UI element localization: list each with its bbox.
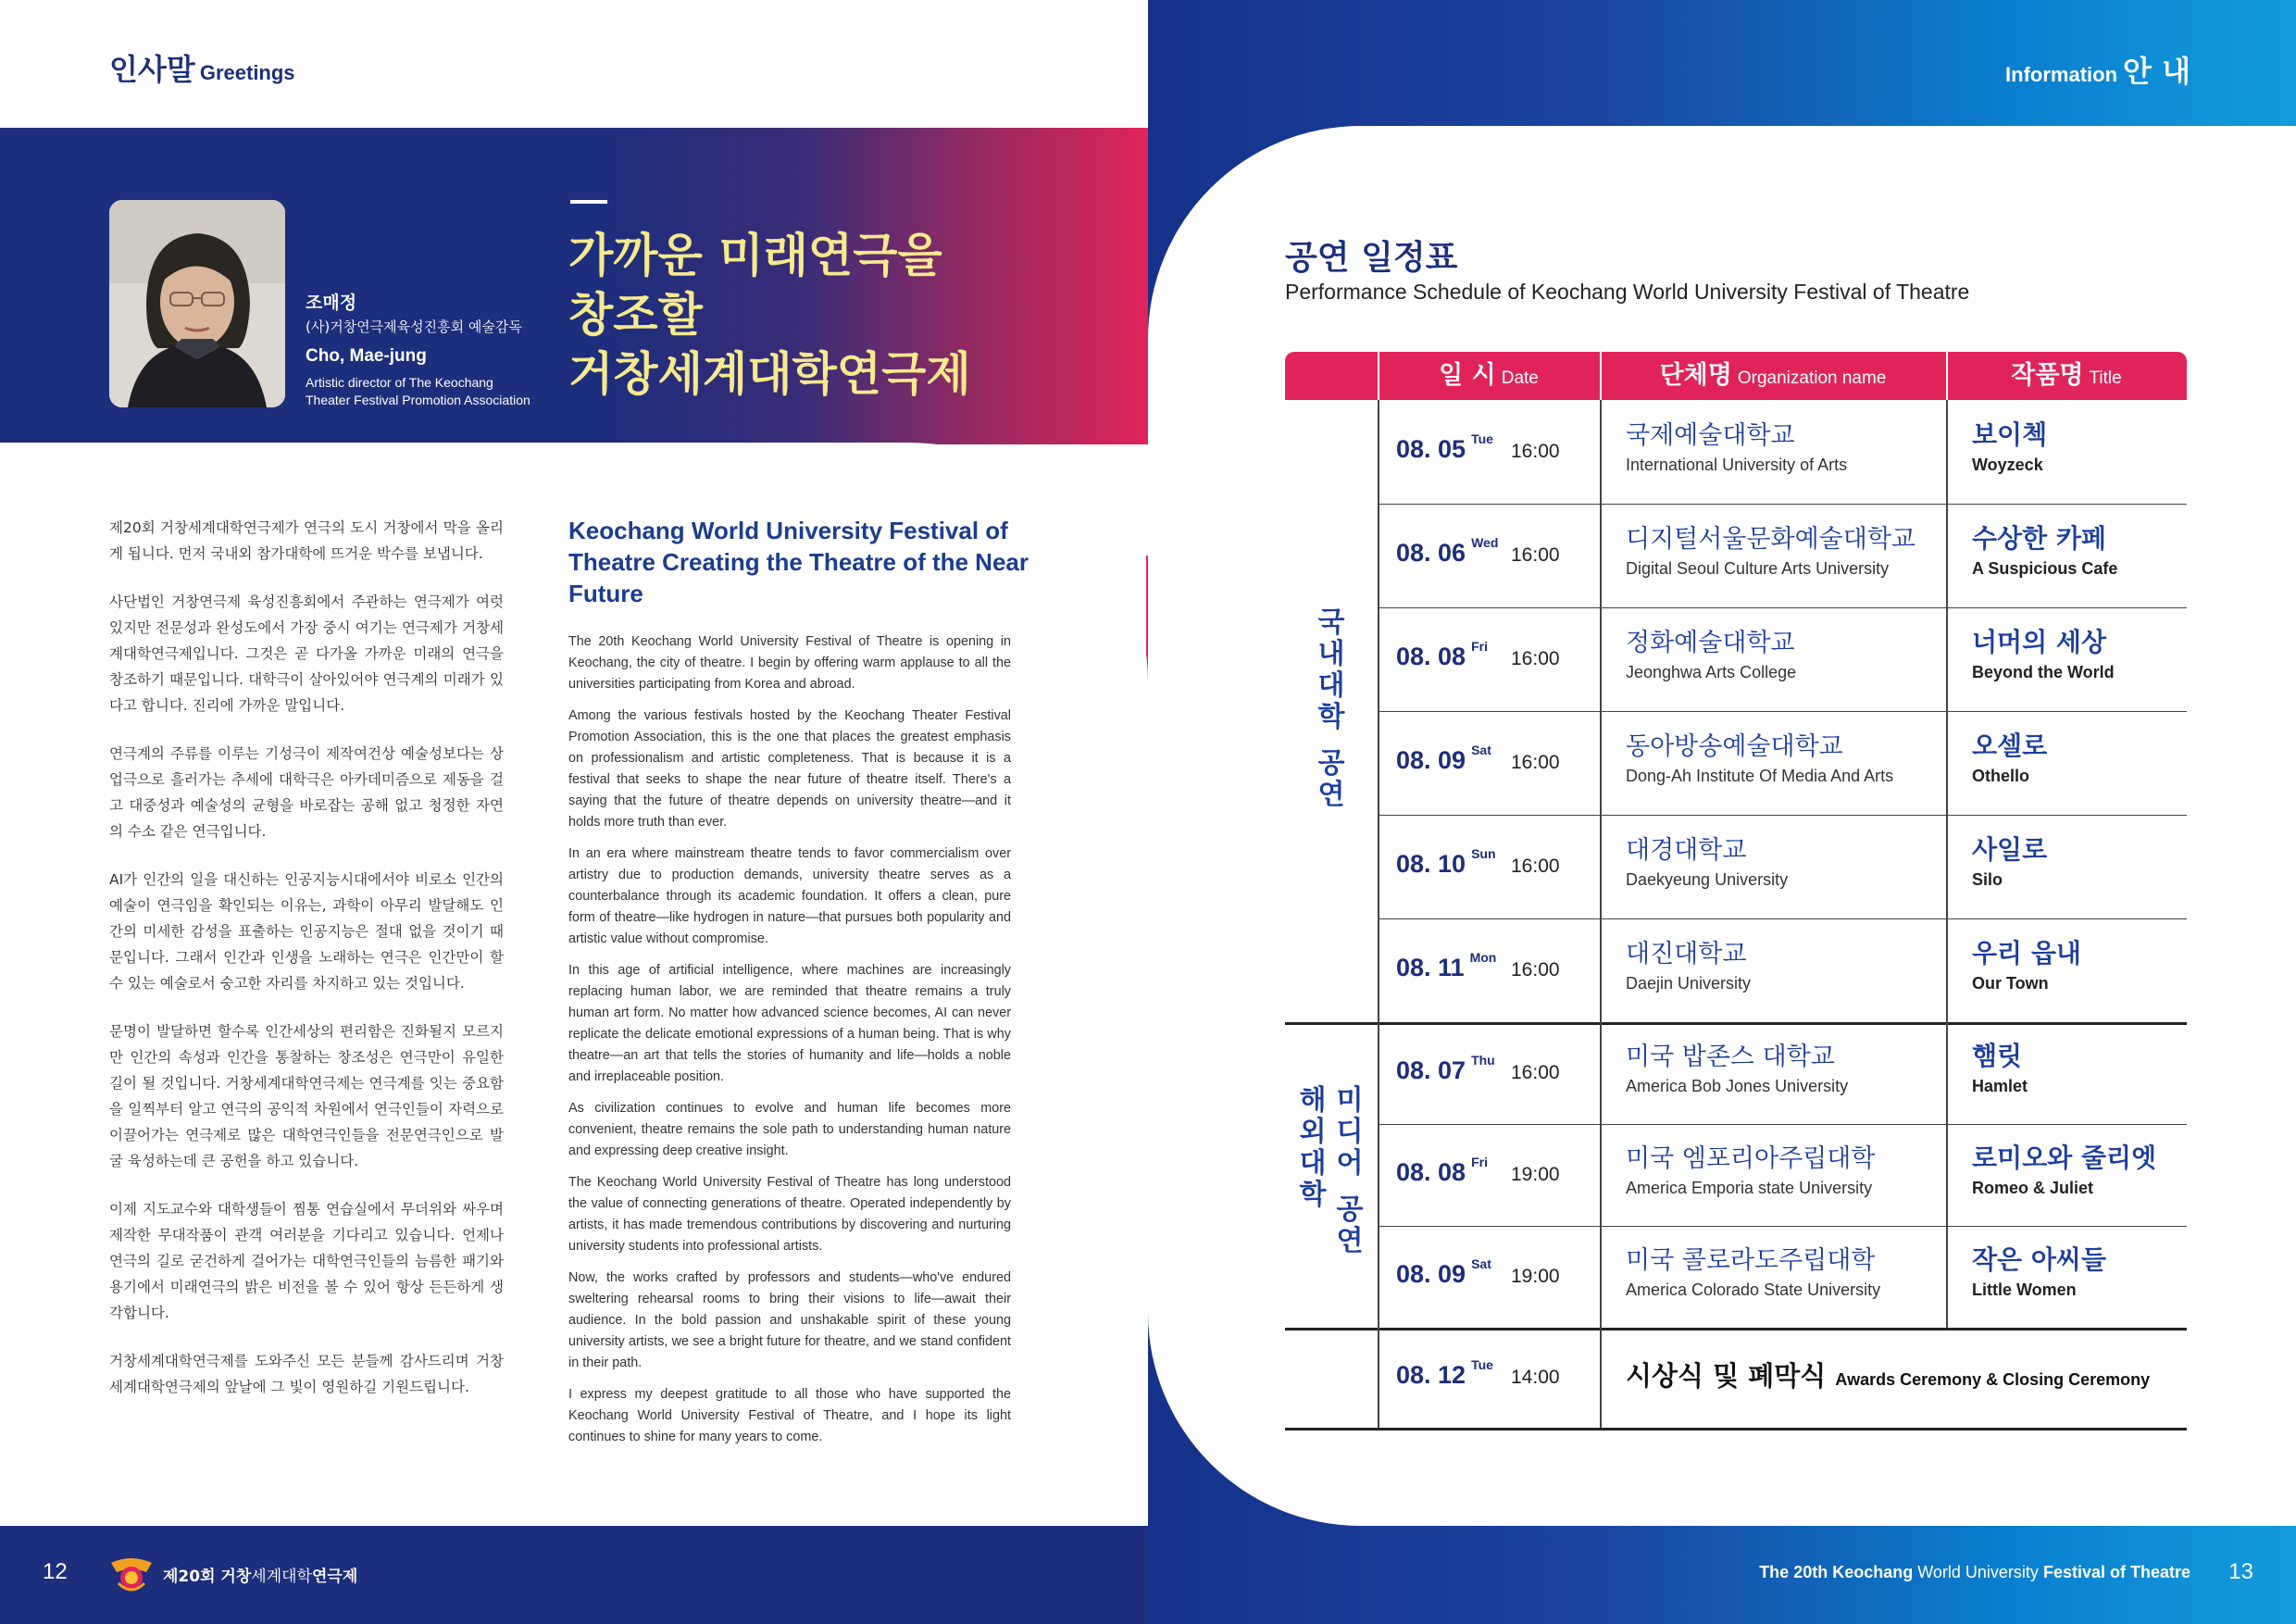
row-date: 08. 12 $^{Tue}$ <box>1396 1357 1493 1389</box>
schedule-title-ko: 공연 일정표 <box>1285 239 1458 277</box>
row-title-ko: 오셀로 <box>1972 731 2048 761</box>
paragraph-ko: 이제 지도교수와 대학생들이 찜통 연습실에서 무더위와 싸우며 제작한 무대작품이 관객 여러분을 기다리고 있습니다. 언제나 연극의 길로 굳건하게 걸어가는 대학연극인들의 늠름한 패기와 용기에서 미래연극의 밝은 비전을 볼 수 있어 항상 든든하게 생각합니다. <box>109 1201 504 1321</box>
paragraph-en: Among the various festivals hosted by the Keochang Theater Festival Promotion Association, this is the one that places the greatest emphasis on professionalism and artistic completeness. That is because it is a festival that seeks to shape the near future of theatre itself. There's a saying that the future of theatre depends on university theatre—and it holds more truth than ever. <box>568 708 1011 830</box>
group-label-char: 연 <box>1317 779 1345 811</box>
row-org-ko: 미국 콜로라도주립대학 <box>1626 1246 1876 1275</box>
footer-en-part-a: The 20th Keochang <box>1759 1563 1914 1581</box>
row-title-ko: 로미오와 줄리엣 <box>1972 1143 2157 1173</box>
paragraph-ko: 거창세계대학연극제를 도와주신 모든 분들께 감사드리며 거창세계대학연극제의 앞날에 그 빛이 영원하길 기원드립니다. <box>109 1353 504 1395</box>
row-org-en: America Colorado State University <box>1626 1280 1881 1299</box>
row-title-en: Silo <box>1972 870 2003 889</box>
person-org-en-line2: Theater Festival Promotion Association <box>306 393 530 407</box>
row-time: 16:00 <box>1511 959 1560 981</box>
person-org-en <box>306 374 546 409</box>
section-title-ko: 안 내 <box>2123 54 2190 89</box>
footer-festival-part-b: 세계대학 <box>251 1568 312 1586</box>
row-time: 19:00 <box>1511 1266 1560 1287</box>
footer-en-part-c: Festival of Theatre <box>2042 1563 2190 1581</box>
row-time: 19:00 <box>1511 1164 1560 1185</box>
column-divider <box>1946 400 1948 1328</box>
row-day: Fri <box>1471 1155 1488 1169</box>
row-date: 08. 10 $^{Sun}$ <box>1396 846 1496 878</box>
row-day: Tue <box>1471 431 1493 446</box>
group-label-char: 공 <box>1317 747 1345 780</box>
closing-title-en: Awards Ceremony & Closing Ceremony <box>1835 1370 2151 1389</box>
header-organization <box>1600 352 1946 400</box>
schedule-row <box>1378 400 2187 505</box>
schedule-title-en: Performance Schedule of Keochang World University Festival of Theatre <box>1285 280 1970 304</box>
section-title-ko: 인사말 <box>109 52 195 87</box>
group-label-overseas <box>1294 1085 1331 1211</box>
schedule-row <box>1378 815 2187 919</box>
footer-festival-name <box>163 1563 357 1586</box>
row-date: 08. 05 $^{Tue}$ <box>1396 431 1493 463</box>
row-day: Thu <box>1471 1053 1495 1068</box>
row-time: 16:00 <box>1511 856 1560 877</box>
row-day: Tue <box>1471 1357 1493 1372</box>
group-label-char <box>1313 733 1350 748</box>
person-name-ko: 조매정 <box>306 293 357 313</box>
schedule-row <box>1378 918 2187 1025</box>
group-label-char: 대 <box>1317 669 1345 702</box>
paragraph-en: As civilization continues to evolve and human life becomes more convenient, theatre remains the sole path to understanding human nature and expressing deep creative insight. <box>568 1101 1011 1158</box>
schedule-row <box>1378 504 2187 608</box>
row-org-en: Jeonghwa Arts College <box>1626 663 1797 681</box>
row-org-en: Daejin University <box>1626 974 1752 993</box>
schedule-row <box>1378 711 2187 816</box>
row-title-ko: 햄릿 <box>1972 1041 2023 1071</box>
row-day: Sat <box>1471 743 1491 757</box>
group-label-char: 연 <box>1336 1225 1364 1257</box>
header-org-en: Organization name <box>1737 369 1887 388</box>
group-label-char <box>1331 1180 1368 1194</box>
row-title-en: Romeo & Juliet <box>1972 1179 2094 1197</box>
row-org-en: International University of Arts <box>1626 456 1848 474</box>
row-title-en: Woyzeck <box>1972 456 2043 474</box>
row-time: 16:00 <box>1511 441 1560 462</box>
group-label-char: 공 <box>1336 1193 1364 1226</box>
row-date: 08. 07 $^{Thu}$ <box>1396 1053 1495 1084</box>
row-org-ko: 미국 엠포리아주립대학 <box>1626 1144 1876 1173</box>
row-title-en: Beyond the World <box>1972 663 2115 681</box>
page-number-left: 12 <box>43 1559 68 1584</box>
row-org-ko: 대경대학교 <box>1626 836 1747 865</box>
row-org-en: America Emporia state University <box>1626 1179 1873 1197</box>
group-column-line <box>1285 1428 1378 1430</box>
paragraph-en: In an era where mainstream theatre tends to favor commercialism over artistry due to production demands, university theatre serves as a counterbalance through its academic foundation. It offers a clean, pure form of theatre—like hydrogen in nature—that pursues both popularity and artistic value without compromise. <box>568 846 1011 946</box>
row-title-ko: 수상한 카페 <box>1972 523 2106 554</box>
headline-line-1: 가까운 미래연극을 <box>568 229 942 282</box>
group-label-char: 학 <box>1299 1179 1327 1211</box>
group-label-char: 외 <box>1299 1116 1327 1148</box>
row-date: 08. 09 $^{Sat}$ <box>1396 1256 1491 1288</box>
person-org-en-line1: Artistic director of The Keochang <box>306 375 493 390</box>
group-label-domestic <box>1313 607 1350 811</box>
row-day: Mon <box>1469 950 1497 965</box>
group-label-media <box>1331 1085 1368 1257</box>
row-title-en: Othello <box>1972 767 2029 785</box>
header-title-en: Title <box>2089 369 2122 388</box>
paragraph-ko: AI가 인간의 일을 대신하는 인공지능시대에서야 비로소 인간의 예술이 연극임을 확인되는 이유는, 과학이 아무리 발달해도 인간의 미세한 감성을 표출하는 인공지능은 절대 없을 것이기 때문입니다. 그래서 인간과 인생을 노래하는 연극은 인간만이 할 수 있는 예술로서 숭고한 자리를 차지하고 있는 것입니다. <box>109 871 504 992</box>
schedule-row <box>1378 1226 2187 1330</box>
paragraph-en: The Keochang World University Festival of Theatre has long understood the value of connecting generations of theatre. Operated independently by artists, it has made tremendous contributions by discovering and nurturing university students into professional artists. <box>568 1175 1011 1254</box>
paragraph-en: In this age of artificial intelligence, where machines are increasingly replacing human labor, we are reminded that theatre remains a truly human art form. No matter how advanced science becomes, AI can never replicate the delicate emotional expressions of a human being. That is why theatre—an art that tells the stories of humanity and life—holds a noble and irreplaceable position. <box>568 963 1011 1084</box>
festival-logo-icon <box>109 1555 154 1593</box>
paragraph-en: Now, the works crafted by professors and students—who've endured sweltering rehearsal rooms to bring their visions to life—await their audience. In the bold passion and unshakable spirit of these young university artists, we see a bright future for theatre, and we stand confident in their path. <box>568 1270 1011 1370</box>
row-date: 08. 08 $^{Fri}$ <box>1396 639 1488 670</box>
header-title <box>1946 352 2187 400</box>
footer-festival-name-en <box>1759 1563 2190 1582</box>
group-label-char: 국 <box>1317 606 1345 639</box>
header-date-en: Date <box>1501 369 1539 388</box>
footer-en-part-b: World University <box>1917 1563 2039 1581</box>
row-org-ko: 디지털서울문화예술대학교 <box>1626 525 1915 554</box>
greeting-body-en <box>568 631 1011 1458</box>
row-title-en: A Suspicious Cafe <box>1972 559 2118 578</box>
row-day: Sun <box>1471 846 1496 861</box>
column-divider <box>1378 400 1379 1428</box>
row-title-en: Our Town <box>1972 974 2049 993</box>
section-header-information <box>2005 48 2190 91</box>
page-number-right: 13 <box>2228 1559 2253 1584</box>
row-day: Sat <box>1471 1256 1491 1271</box>
header-date-ko: 일 시 <box>1439 361 1496 390</box>
row-date: 08. 11 $^{Mon}$ <box>1396 950 1497 981</box>
section-title-en: Greetings <box>199 61 295 84</box>
row-time: 16:00 <box>1511 648 1560 669</box>
row-time: 14:00 <box>1511 1367 1560 1388</box>
footer-festival-part-a: 제20회 거창 <box>163 1568 252 1586</box>
schedule-table-header <box>1285 352 2187 400</box>
row-time: 16:00 <box>1511 544 1560 566</box>
paragraph-ko: 문명이 발달하면 할수록 인간세상의 편리함은 진화될지 모르지만 인간의 속성과 인간을 통찰하는 창조성은 연극만이 유일한 길이 될 것입니다. 거창세계대학연극제는 연극계를 잇는 중요함을 일찍부터 알고 연극의 공익적 차원에서 연극인들이 자력으로 이끌어가는 연극제로 많은 대학연극인들을 전문연극인으로 발굴 육성하는데 큰 공헌을 하고 있습니다. <box>109 1023 504 1169</box>
footer-festival-part-c: 연극제 <box>311 1568 358 1586</box>
group-label-char: 내 <box>1317 638 1345 670</box>
row-title-en: Little Women <box>1972 1280 2077 1299</box>
group-label-char: 미 <box>1336 1084 1364 1117</box>
row-title-ko: 보이첵 <box>1972 419 2048 450</box>
row-org-ko: 대진대학교 <box>1626 940 1747 968</box>
person-org-ko: (사)거창연극제육성진흥회 예술감독 <box>306 319 522 335</box>
greeting-body-ko <box>109 515 504 1422</box>
group-column-line <box>1285 1022 1378 1025</box>
row-title-ko: 너머의 세상 <box>1972 627 2106 657</box>
section-header-greetings <box>109 46 295 89</box>
row-date: 08. 06 $^{Wed}$ <box>1396 535 1499 567</box>
schedule-row <box>1378 1124 2187 1227</box>
group-column-line <box>1285 1328 1378 1330</box>
schedule-row <box>1378 607 2187 712</box>
row-title-ko: 사일로 <box>1972 834 2048 865</box>
headline <box>568 226 1087 404</box>
group-label-char: 학 <box>1317 701 1345 733</box>
row-time: 16:00 <box>1511 1062 1560 1083</box>
row-org-ko: 정화예술대학교 <box>1626 629 1795 657</box>
row-time: 16:00 <box>1511 752 1560 773</box>
header-date <box>1378 352 1600 400</box>
headline-line-2: 창조할 <box>568 288 703 342</box>
row-title-ko: 작은 아씨들 <box>1972 1244 2106 1275</box>
row-org-ko: 국제예술대학교 <box>1626 421 1795 450</box>
section-title-en: Information <box>2005 63 2118 86</box>
row-org-en: Daekyeung University <box>1626 870 1789 889</box>
portrait-photo <box>109 200 285 407</box>
row-title-en: Hamlet <box>1972 1077 2028 1095</box>
row-org-ko: 동아방송예술대학교 <box>1626 732 1843 761</box>
paragraph-en: I express my deepest gratitude to all those who have supported the Keochang World University Festival of Theatre, and I hope its light continues to shine for many years to come. <box>568 1387 1011 1444</box>
group-label-char: 디 <box>1336 1116 1364 1148</box>
paragraph-ko: 연극계의 주류를 이루는 기성극이 제작여건상 예술성보다는 상업극으로 흘러가는 추세에 대학극은 아카데미즘으로 제동을 걸고 대중성과 예술성의 균형을 바로잡는 공해 없고 청정한 자연의 수소 같은 연극입니다. <box>109 745 504 840</box>
greeting-title-en: Keochang World University Festival of Theatre Creating the Theatre of the Near Future <box>568 517 1029 607</box>
group-label-char: 어 <box>1336 1147 1364 1180</box>
row-org-en: Dong-Ah Institute Of Media And Arts <box>1626 767 1894 785</box>
row-date: 08. 08 $^{Fri}$ <box>1396 1155 1488 1186</box>
row-org-en: Digital Seoul Culture Arts University <box>1626 559 1890 578</box>
schedule-row <box>1378 1022 2187 1125</box>
column-divider <box>1600 400 1602 1428</box>
schedule-row-closing <box>1378 1328 2187 1430</box>
headline-line-3: 거창세계대학연극제 <box>568 347 971 401</box>
paragraph-ko: 사단법인 거창연극제 육성진흥회에서 주관하는 연극제가 여럿 있지만 전문성과 완성도에서 가장 중시 여기는 연극제가 거창세계대학연극제입니다. 그것은 곧 다가올 가까운 미래의 연극을 창조하기 때문입니다. 대학극이 살아있어야 연극계의 미래가 있다고 합니다. 진리에 가까운 말입니다. <box>109 593 504 714</box>
person-name-en: Cho, Mae-jung <box>306 346 427 366</box>
paragraph-ko: 제20회 거창세계대학연극제가 연극의 도시 거창에서 막을 올리게 됩니다. 먼저 국내외 참가대학에 뜨거운 박수를 보냅니다. <box>109 519 504 562</box>
row-title-ko: 우리 읍내 <box>1972 938 2081 968</box>
headline-dash <box>570 200 607 204</box>
row-org-ko: 미국 밥존스 대학교 <box>1626 1043 1835 1071</box>
header-org-ko: 단체명 <box>1659 361 1732 390</box>
header-title-ko: 작품명 <box>2011 361 2084 390</box>
row-org-en: America Bob Jones University <box>1626 1077 1849 1095</box>
row-date: 08. 09 $^{Sat}$ <box>1396 743 1491 774</box>
paragraph-en: The 20th Keochang World University Festival of Theatre is opening in Keochang, the city of theatre. I begin by offering warm applause to all the universities participating from Korea and abroad. <box>568 634 1011 692</box>
group-label-char: 대 <box>1299 1147 1327 1180</box>
closing-title: 시상식 및 폐막식 Awards Ceremony & Closing Ceremony <box>1626 1360 2151 1392</box>
row-day: Wed <box>1471 535 1499 550</box>
row-day: Fri <box>1471 639 1488 654</box>
group-label-char: 해 <box>1299 1084 1327 1117</box>
